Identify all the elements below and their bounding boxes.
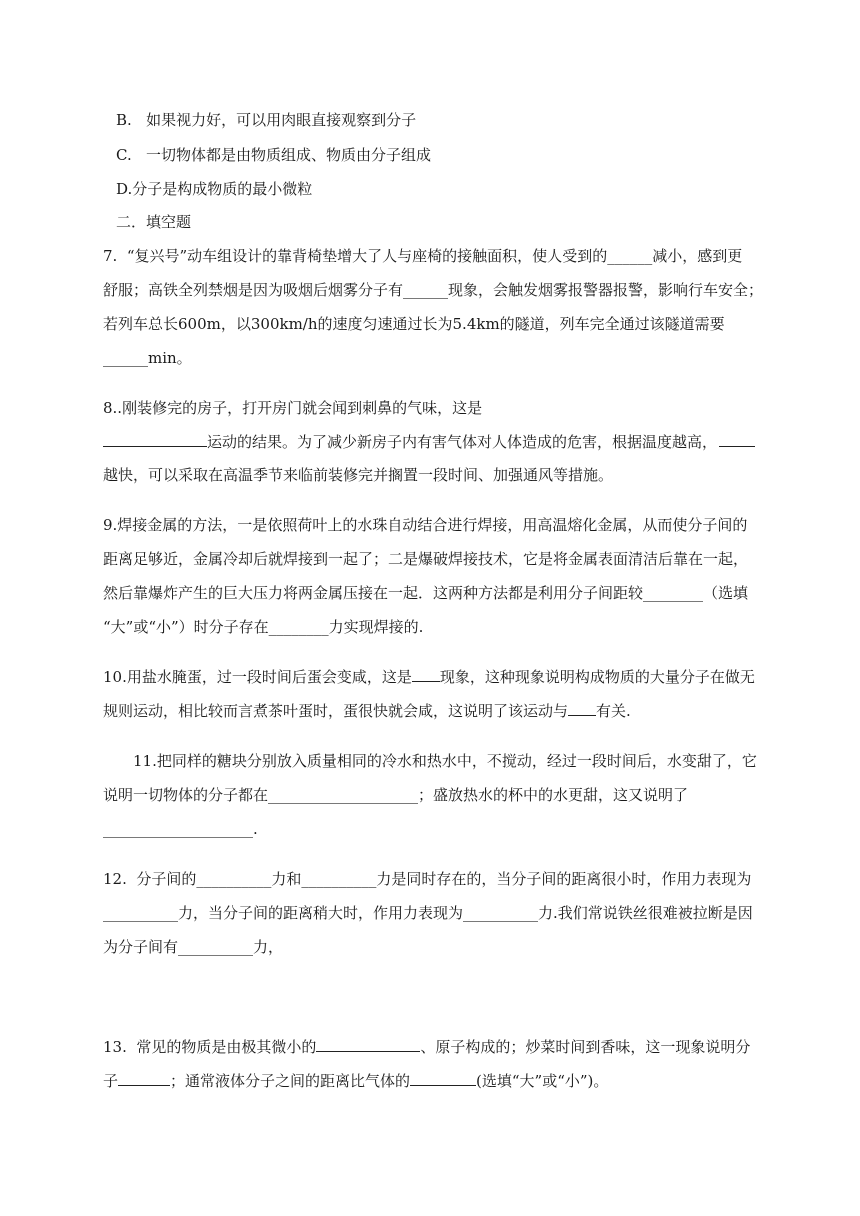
answer-blank[interactable] [410, 1071, 476, 1086]
question-13-text: ；通常液体分子之间的距离比气体的 [170, 1072, 411, 1090]
question-13-text: 13. 常见的物质是由极其微小的 [103, 1038, 317, 1056]
question-13-line-1 [103, 1037, 750, 1057]
question-8-line-1: 8..刚装修完的房子，打开房门就会闻到刺鼻的气味，这是 [103, 399, 483, 417]
question-7-line-3: 若列车总长600m，以300km/h的速度匀速通过长为5.4km的隧道，列车完全通过该隧道需要 [103, 315, 725, 333]
question-11-line-1: 11.把同样的糖块分别放入质量相同的冷水和热水中，不搅动，经过一段时间后，水变甜了，它 [133, 752, 757, 770]
answer-blank[interactable] [103, 432, 207, 447]
question-12-line-1: 12. 分子间的__________力和__________力是同时存在的，当分子间的距离很小时，作用力表现为 [103, 870, 752, 888]
question-13-line-2 [103, 1071, 608, 1091]
question-10-line-2 [103, 701, 631, 721]
question-11-line-3: ____________________. [103, 820, 258, 838]
option-c: C. 一切物体都是由物质组成、物质由分子组成 [116, 146, 432, 164]
question-10-text: 有关. [596, 702, 631, 720]
question-9-line-3: 然后靠爆炸产生的巨大压力将两金属压接在一起．这两种方法都是利用分子间距较________（选填 [103, 584, 749, 602]
option-b: B. 如果视力好，可以用肉眼直接观察到分子 [116, 111, 417, 129]
answer-blank[interactable] [412, 667, 440, 682]
question-7-line-1: 7. “复兴号”动车组设计的靠背椅垫增大了人与座椅的接触面积，使人受到的______减小，感到更 [103, 247, 743, 265]
answer-blank[interactable] [316, 1037, 420, 1052]
question-9-line-4: “大”或“小”）时分子存在________力实现焊接的. [103, 618, 424, 636]
question-8-line-3: 越快，可以采取在高温季节来临前装修完并搁置一段时间、加强通风等措施。 [103, 466, 614, 484]
question-11-line-2: 说明一切物体的分子都在____________________；盛放热水的杯中的水更甜，这又说明了 [103, 786, 689, 804]
question-7-line-2: 舒服；高铁全列禁烟是因为吸烟后烟雾分子有______现象，会触发烟雾报警器报警，影响行车安全； [103, 281, 764, 299]
answer-blank[interactable] [118, 1071, 170, 1086]
section-title: 二．填空题 [116, 213, 192, 231]
question-10-text: 10.用盐水腌蛋，过一段时间后蛋会变咸，这是 [103, 668, 412, 686]
question-12-line-3: 为分子间有__________力， [103, 938, 284, 956]
answer-blank[interactable] [568, 701, 596, 716]
option-d: D.分子是构成物质的最小微粒 [116, 180, 313, 198]
question-13-text: (选填“大”或“小”)。 [476, 1072, 609, 1090]
question-10-text: 规则运动，相比较而言煮茶叶蛋时，蛋很快就会咸，这说明了该运动与 [103, 702, 569, 720]
question-13-text: 子 [103, 1072, 119, 1090]
question-13-text: 、原子构成的；炒菜时间到香味，这一现象说明分 [420, 1038, 751, 1056]
question-8-text: 运动的结果。为了减少新房子内有害气体对人体造成的危害，根据温度越高， [207, 433, 718, 451]
question-7-line-4: ______min。 [103, 349, 192, 367]
question-8-line-2 [103, 432, 755, 452]
question-9-line-2: 距离足够近，金属冷却后就焊接到一起了；二是爆破焊接技术，它是将金属表面清洁后靠在一起， [103, 550, 749, 568]
question-10-line-1 [103, 667, 755, 687]
question-9-line-1: 9.焊接金属的方法，一是依照荷叶上的水珠自动结合进行焊接，用高温熔化金属，从而使分子间的 [103, 516, 748, 534]
answer-blank[interactable] [719, 432, 755, 447]
question-10-text: 现象，这种现象说明构成物质的大量分子在做无 [439, 668, 755, 686]
question-12-line-2: __________力，当分子间的距离稍大时，作用力表现为__________力.我们常说铁丝很难被拉断是因 [103, 904, 753, 922]
